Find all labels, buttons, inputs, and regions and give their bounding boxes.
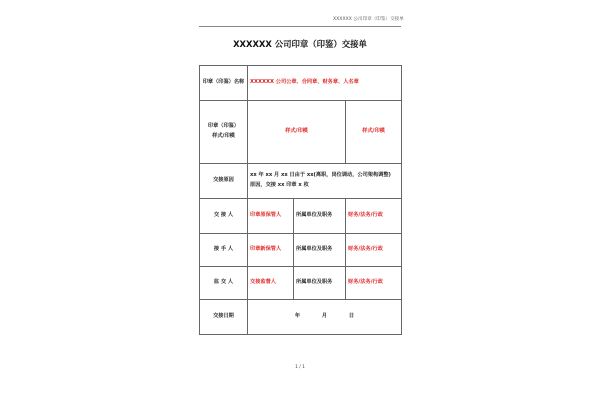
label-receiver-person: 接 手 人 xyxy=(200,234,248,267)
document-title: XXXXXX 公司印章（印鉴）交接单 xyxy=(233,39,367,49)
label-seal-style-line2: 样式/印模 xyxy=(212,133,235,139)
row-seal-name xyxy=(200,66,402,101)
value-handover-person: 印章原保管人 xyxy=(248,199,294,234)
value-handover-date xyxy=(248,300,402,335)
page-number: 1 / 1 xyxy=(295,365,305,370)
reason-line-2: 原因，交接 xx 印章 x 枚 xyxy=(250,182,309,188)
handover-form-table xyxy=(199,65,402,335)
label-handover-reason: 交接原因 xyxy=(200,164,248,199)
row-handover-person xyxy=(200,199,402,234)
label-seal-name: 印章（印鉴）名称 xyxy=(200,66,248,101)
label-handover-person: 交 接 人 xyxy=(200,199,248,234)
value-receiver-person: 印章新保管人 xyxy=(248,234,294,267)
seal-style-cell-1: 样式/印模 xyxy=(248,101,346,164)
label-handover-dept: 所属单位及职务 xyxy=(294,199,346,234)
value-supervisor-person: 交接监督人 xyxy=(248,267,294,300)
value-supervisor-dept: 财务/法务/行政 xyxy=(346,267,402,300)
date-year: 年 xyxy=(294,313,301,320)
seal-style-cell-2: 样式/印模 xyxy=(346,101,402,164)
running-header: XXXXXX 公司印章（印鉴）交接单 xyxy=(333,17,404,22)
value-handover-reason xyxy=(248,164,402,199)
value-seal-name: XXXXXX 公司公章、合同章、财务章、人名章 xyxy=(248,66,402,101)
label-supervisor-person: 监 交 人 xyxy=(200,267,248,300)
value-handover-dept: 财务/法务/行政 xyxy=(346,199,402,234)
row-supervisor-person xyxy=(200,267,402,300)
value-receiver-dept: 财务/法务/行政 xyxy=(346,234,402,267)
label-seal-style-line1: 印章（印鉴） xyxy=(207,123,240,130)
header-divider xyxy=(199,26,401,27)
label-handover-date: 交接日期 xyxy=(200,300,248,335)
row-receiver-person xyxy=(200,234,402,267)
date-month: 月 xyxy=(321,313,328,320)
label-supervisor-dept: 所属单位及职务 xyxy=(294,267,346,300)
label-seal-style xyxy=(200,101,248,164)
row-handover-date xyxy=(200,300,402,335)
label-receiver-dept: 所属单位及职务 xyxy=(294,234,346,267)
row-seal-style xyxy=(200,101,402,164)
date-day: 日 xyxy=(348,313,355,320)
row-handover-reason xyxy=(200,164,402,199)
reason-line-1: xx 年 xx 月 xx 日由于 xx(离职，岗位调动，公司架构调整) xyxy=(250,172,391,179)
